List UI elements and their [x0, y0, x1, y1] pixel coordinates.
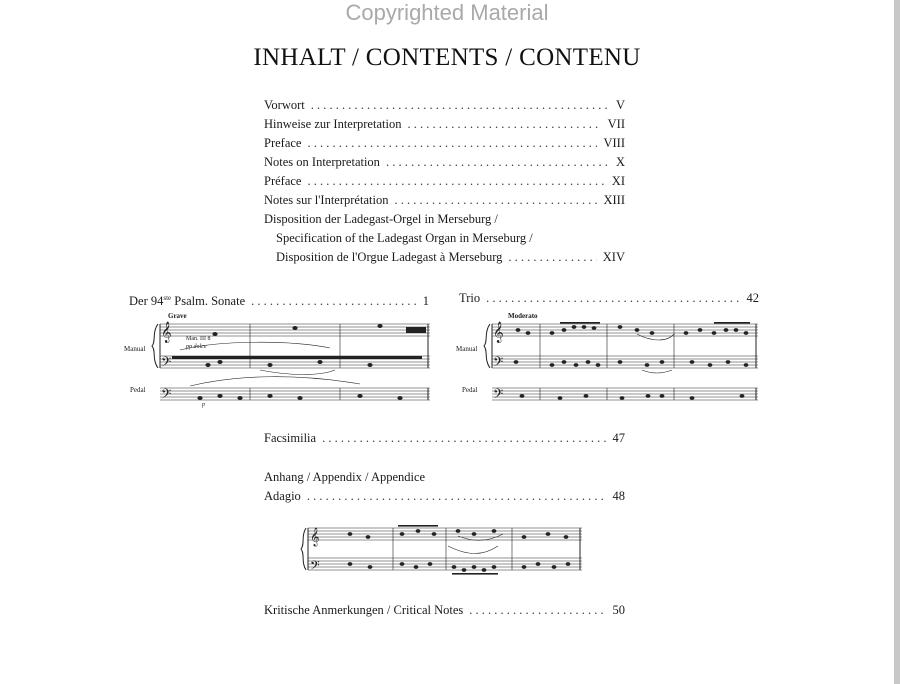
- svg-text:𝄢: 𝄢: [493, 386, 504, 405]
- toc-page: 48: [612, 489, 625, 503]
- registration-marking: Man. III 8: [186, 336, 211, 342]
- pedal-dynamic: p: [202, 402, 205, 408]
- leader-dots: [311, 97, 610, 113]
- toc-page: XIII: [603, 193, 625, 207]
- tempo-marking-grave: Grave: [168, 312, 187, 320]
- page-title: INHALT / CONTENTS / CONTENU: [253, 44, 641, 71]
- toc-label: Trio: [459, 291, 481, 305]
- dynamic-marking: [186, 343, 207, 351]
- watermark: Copyrighted Material: [345, 0, 549, 25]
- toc-page: XIV: [602, 250, 625, 264]
- toc-page: 50: [612, 603, 625, 617]
- music-incipit-trio: [452, 312, 762, 412]
- toc-page: 42: [746, 291, 759, 305]
- pedal-label: Pedal: [462, 386, 478, 394]
- toc-entry-trio[interactable]: [459, 290, 759, 306]
- toc-entry-vorwort[interactable]: [264, 97, 625, 113]
- dynamic-pp: pp: [186, 344, 192, 350]
- manual-label: Manual: [124, 345, 146, 353]
- dynamic-dolce: dolce: [193, 344, 207, 350]
- toc-entry-adagio[interactable]: [264, 488, 625, 504]
- svg-text:𝄢: 𝄢: [161, 354, 172, 373]
- page-edge: [894, 0, 900, 684]
- appendix-heading: Anhang / Appendix / Appendice: [264, 470, 426, 484]
- toc-label: [129, 290, 245, 309]
- leader-dots: [508, 249, 596, 265]
- tempo-marking-moderato: Moderato: [508, 312, 538, 320]
- toc-label: Facsimilia: [264, 431, 317, 445]
- toc-page: 47: [612, 431, 625, 445]
- toc-page: XI: [611, 174, 625, 188]
- svg-text:𝄞: 𝄞: [310, 527, 320, 546]
- leader-dots: [307, 135, 597, 151]
- toc-label: Notes on Interpretation: [264, 155, 380, 169]
- toc-label: Hinweise zur Interpretation: [264, 117, 402, 131]
- toc-entry-preface-fr[interactable]: [264, 173, 625, 189]
- toc-entry-critical-notes[interactable]: [264, 602, 625, 618]
- toc-label: Vorwort: [264, 98, 305, 112]
- leader-dots: [307, 488, 607, 504]
- leader-dots: [407, 116, 601, 132]
- toc-page: VIII: [603, 136, 625, 150]
- svg-text:𝄞: 𝄞: [161, 322, 172, 343]
- toc-entry-notes[interactable]: [264, 154, 625, 170]
- toc-label: Preface: [264, 136, 302, 150]
- music-incipit-adagio: [298, 520, 588, 582]
- leader-dots: [251, 293, 417, 309]
- leader-dots: [469, 602, 606, 618]
- toc-page: V: [615, 98, 625, 112]
- svg-text:𝄞: 𝄞: [493, 322, 504, 343]
- leader-dots: [307, 173, 605, 189]
- svg-text:𝄢: 𝄢: [310, 558, 320, 576]
- disposition-line-2: Specification of the Ladegast Organ in Merseburg /: [276, 231, 533, 245]
- toc-label: Disposition de l'Orgue Ladegast à Merseburg: [276, 250, 503, 264]
- music-incipit-psalm: [120, 312, 435, 412]
- toc-entry-facsimilia[interactable]: [264, 430, 625, 446]
- pedal-label: Pedal: [130, 386, 146, 394]
- psalm-label-sup: ste: [163, 294, 172, 302]
- toc-page: 1: [422, 294, 429, 308]
- toc-label: Kritische Anmerkungen / Critical Notes: [264, 603, 464, 617]
- leader-dots: [322, 430, 606, 446]
- toc-entry-disposition[interactable]: [276, 249, 625, 265]
- leader-dots: [486, 290, 740, 306]
- toc-page: VII: [607, 117, 625, 131]
- disposition-line-1: Disposition der Ladegast-Orgel in Merseburg /: [264, 212, 498, 226]
- leader-dots: [386, 154, 610, 170]
- psalm-label-pre: Der 94: [129, 294, 164, 308]
- svg-text:𝄢: 𝄢: [161, 386, 172, 405]
- psalm-label-post: Psalm. Sonate: [171, 294, 246, 308]
- svg-text:𝄢: 𝄢: [493, 354, 504, 373]
- manual-label: Manual: [456, 345, 478, 353]
- toc-entry-notes-fr[interactable]: [264, 192, 625, 208]
- leader-dots: [394, 192, 597, 208]
- toc-page: X: [615, 155, 625, 169]
- toc-entry-psalm[interactable]: [129, 290, 429, 306]
- toc-label: Notes sur l'Interprétation: [264, 193, 389, 207]
- toc-label: Préface: [264, 174, 302, 188]
- toc-label: Adagio: [264, 489, 301, 503]
- toc-entry-preface[interactable]: [264, 135, 625, 151]
- toc-entry-hinweise[interactable]: [264, 116, 625, 132]
